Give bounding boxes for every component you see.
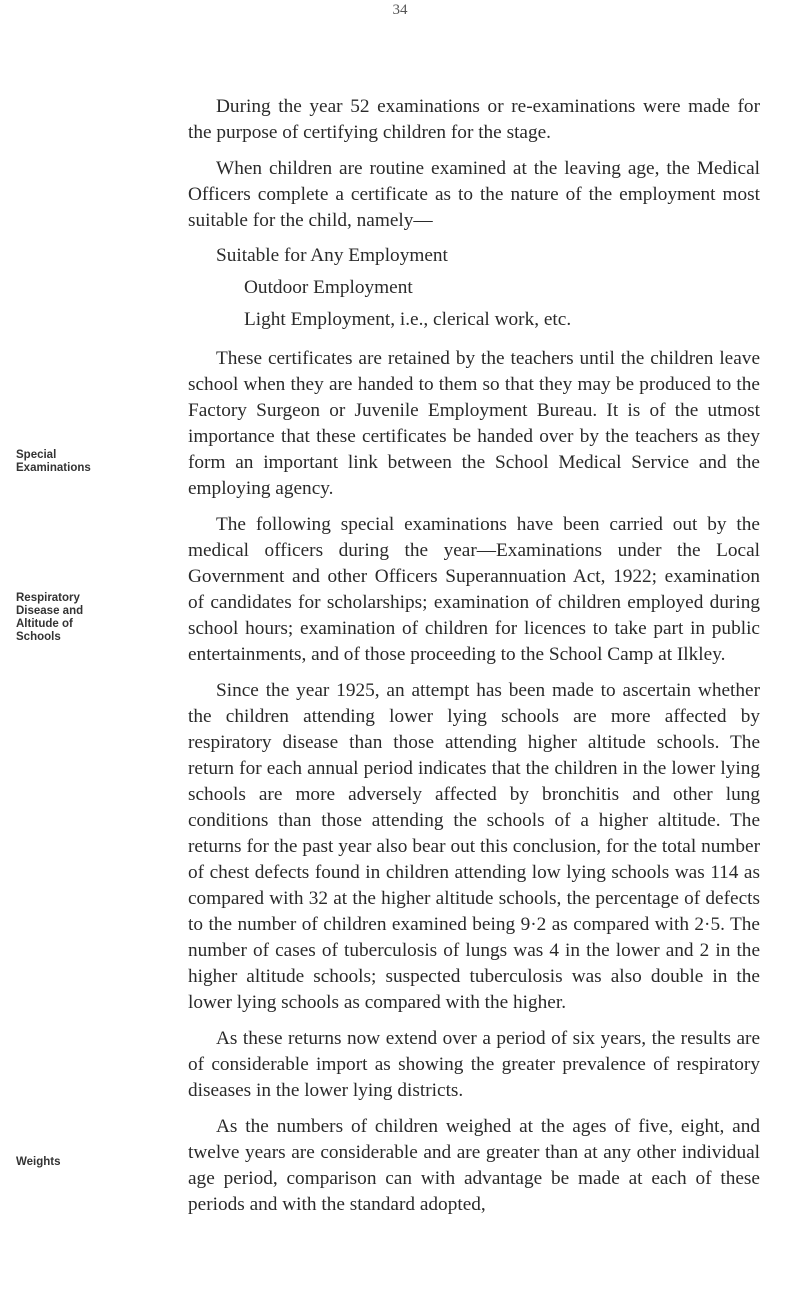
employment-categories-list [188,240,760,336]
side-heading-line: Examinations [16,462,91,474]
side-heading-line: Special [16,449,57,461]
paragraph-stage-certification: During the year 52 examinations or re-examinations were made for the purpose of certifying children for the stage. [188,96,760,143]
side-heading-weights [16,1156,156,1169]
list-item: Outdoor Employment [244,277,413,298]
list-item: Light Employment, i.e., clerical work, etc. [244,309,572,330]
side-heading-special-examinations [16,449,156,475]
side-heading-line: Altitude of [16,618,73,630]
list-item: Suitable for Any Employment [216,245,448,266]
side-heading-line: Schools [16,631,61,643]
paragraph-leaving-age: When children are routine examined at the leaving age, the Medical Officers complete a certificate as to the nature of the employment most suitable for the child, namely— [188,158,760,231]
side-heading-line: Respiratory [16,592,80,604]
body-text [188,94,760,1218]
paragraph-respiratory-disease: Since the year 1925, an attempt has been made to ascertain whether the children attending lower lying schools are more affected by respiratory disease than those attending higher altitude schools. The return for each annual period indicates that the children in the lower lying schools are more adversely affected by bronchitis and other lung conditions than those attending the schools of a higher altitude. The returns for the past year also bear out this conclusion, for the total number of chest defects found in children attending low lying schools was 114 as compared with 32 at the higher altitude schools, the percentage of defects to the number of children examined being 9·2 as compared with 2·5. The number of cases of tuberculosis of lungs was 4 in the lower and 2 in the higher altitude schools; suspected tuberculosis was also double in the lower lying schools as compared with the higher. [188,680,760,1013]
side-heading-line: Disease and [16,605,84,617]
paragraph-weights: As the numbers of children weighed at the ages of five, eight, and twelve years are considerable and are greater than at any other individual age period, comparison can with advantage be made at each of these periods and with the standard adopted, [188,1116,760,1215]
paragraph-special-examinations: The following special examinations have been carried out by the medical officers during the year—Examinations under the Local Government and other Officers Superannuation Act, 1922; examination of candidates for scholarships; examination of children employed during school hours; examination of children for licences to take part in public entertainments, and of those proceeding to the School Camp at Ilkley. [188,514,760,665]
side-heading-line: Weights [16,1156,61,1168]
paragraph-six-years: As these returns now extend over a period of six years, the results are of considerable import as showing the greater prevalence of respiratory diseases in the lower lying districts. [188,1028,760,1101]
paragraph-certificates: These certificates are retained by the teachers until the children leave school when they are handed to them so that they may be produced to the Factory Surgeon or Juvenile Employment Bureau. It is of the utmost importance that these certificates be handed over by the teachers as they form an important link between the School Medical Service and the employing agency. [188,348,760,499]
page-number: 34 [392,2,408,18]
side-heading-respiratory-disease [16,592,156,644]
